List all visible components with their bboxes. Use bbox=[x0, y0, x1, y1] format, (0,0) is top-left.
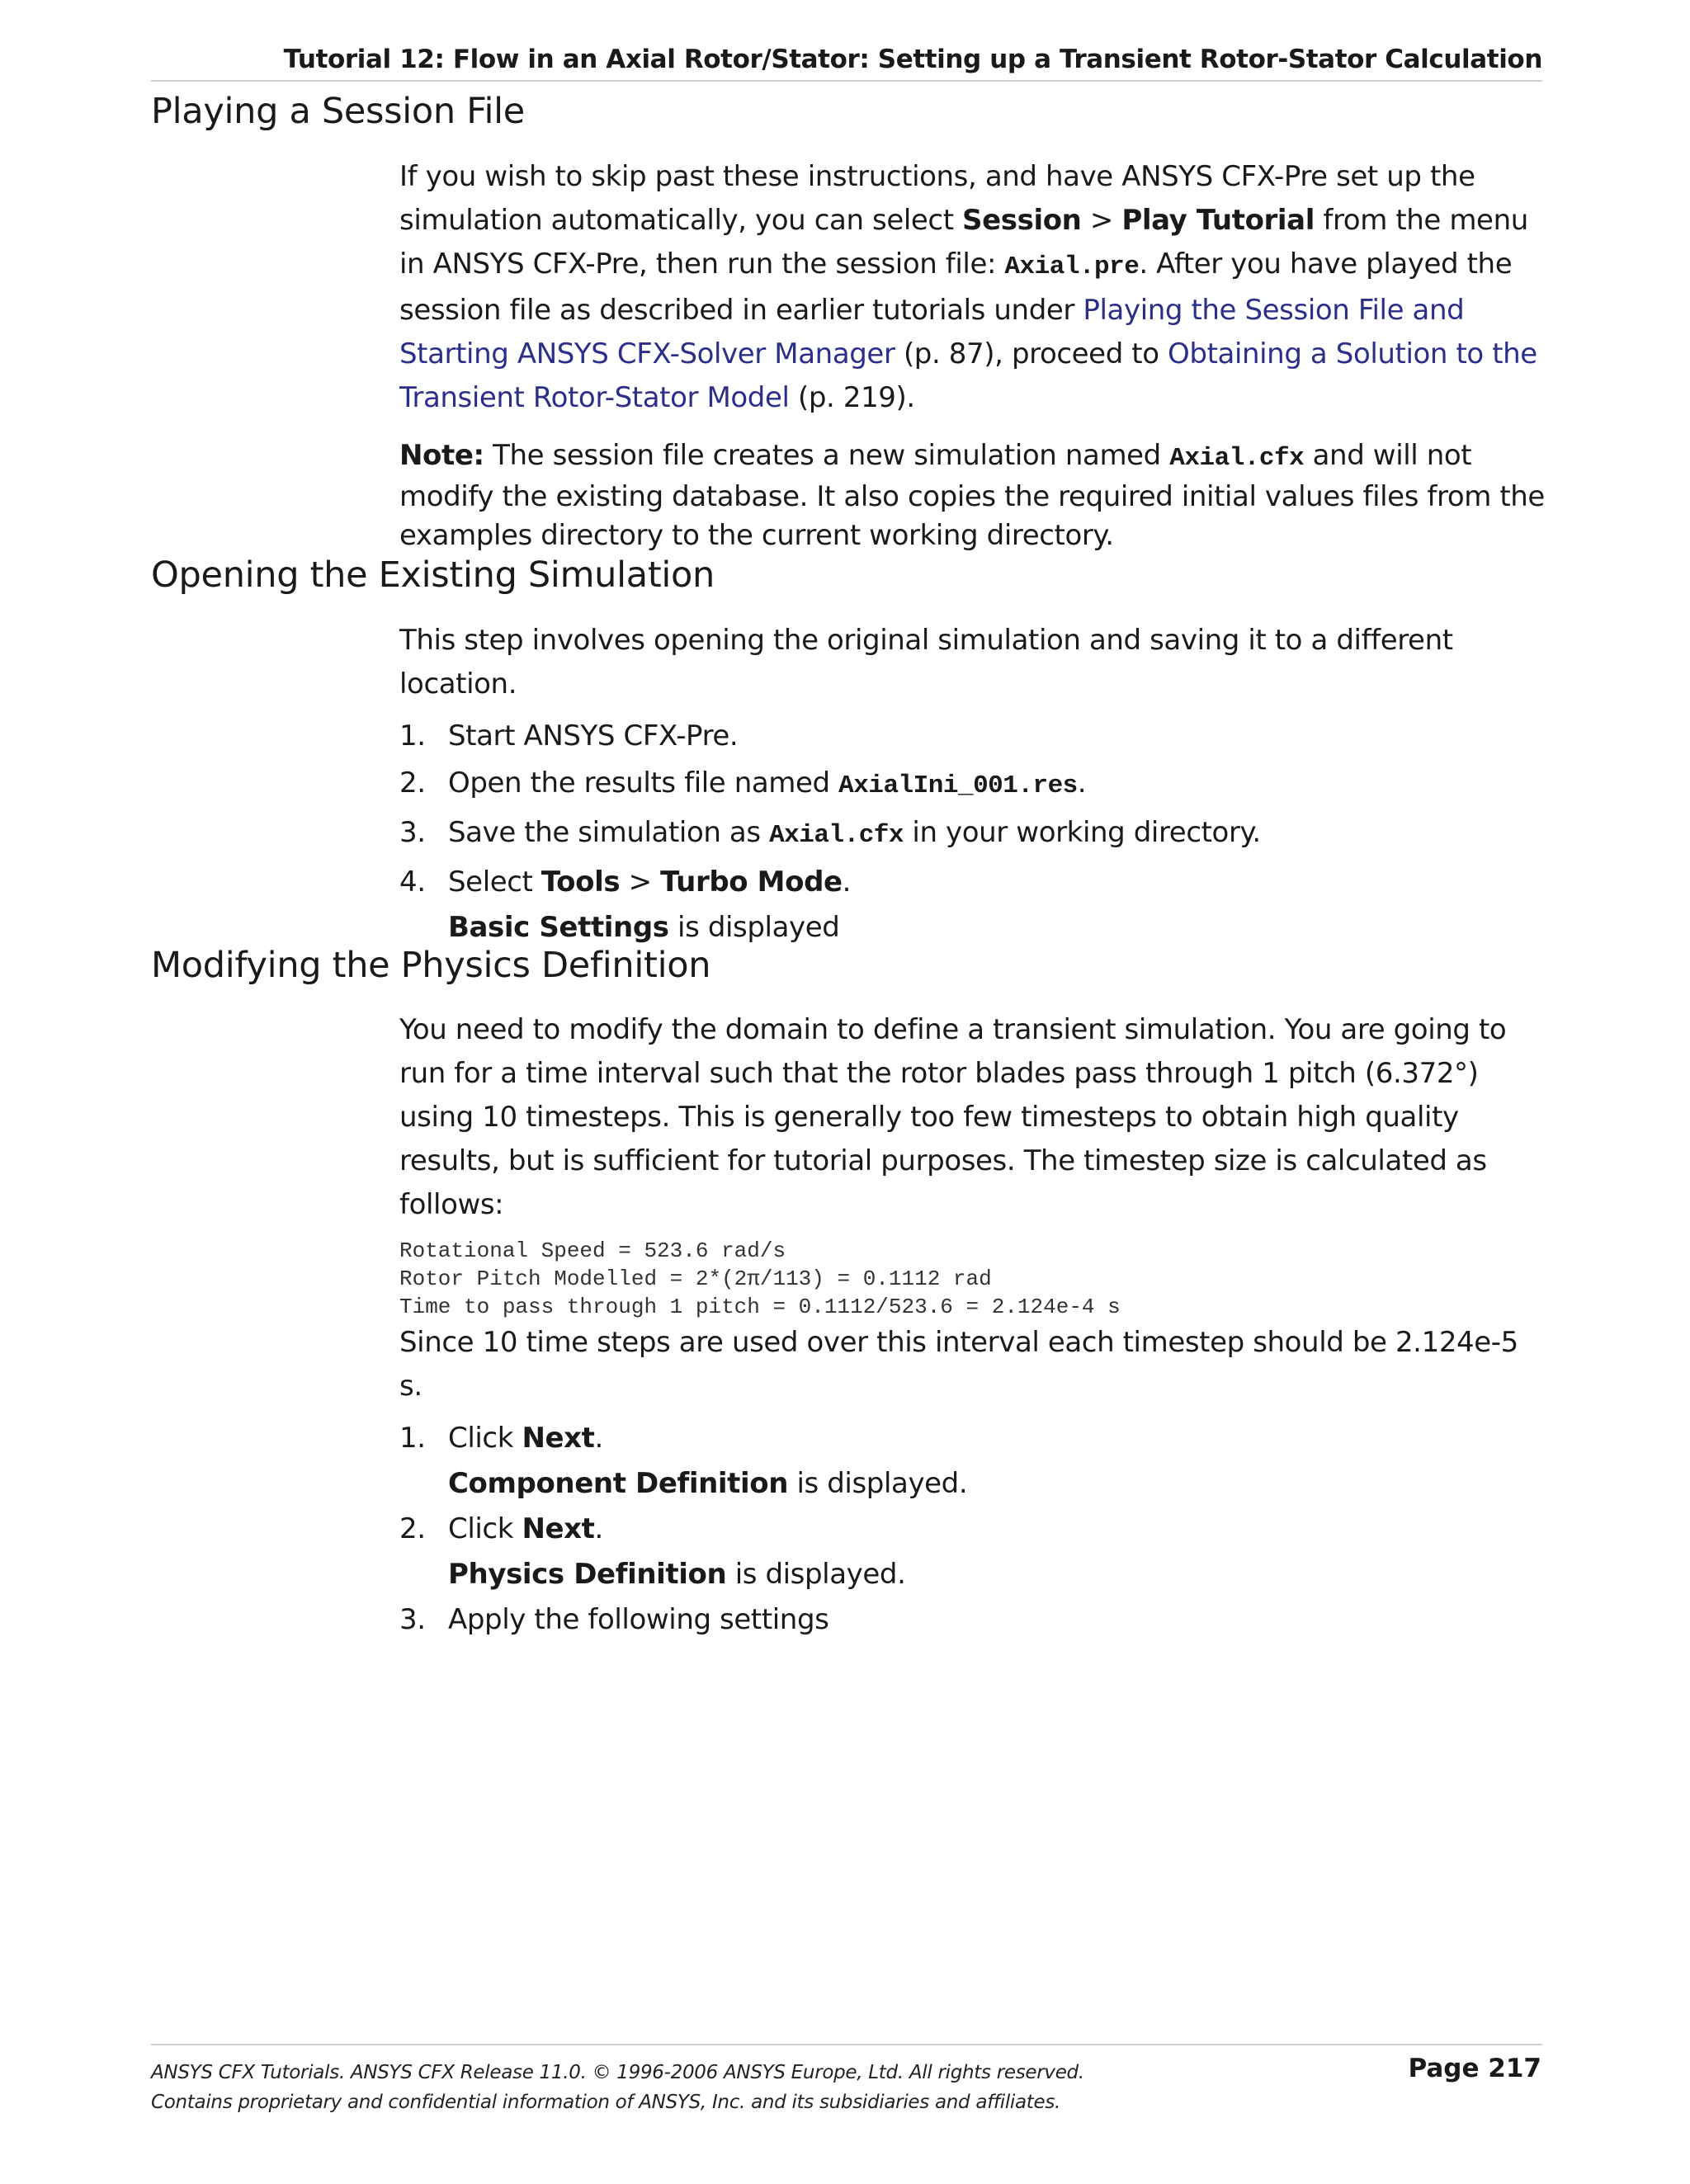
note-label: Note: bbox=[399, 439, 484, 472]
file-axial-cfx: Axial.cfx bbox=[1169, 444, 1305, 473]
list-item: 3. Save the simulation as Axial.cfx in your working directory. bbox=[399, 816, 1261, 850]
page-number: Page 217 bbox=[1408, 2054, 1541, 2083]
physics-steps bbox=[399, 1415, 1546, 1644]
calc-line: Rotor Pitch Modelled = 2*(2π/113) = 0.1112 rad bbox=[399, 1267, 992, 1291]
link-obtaining-solution[interactable]: Obtaining a Solution to the Transient Rotor-Stator Model bbox=[399, 337, 1537, 414]
physics-intro: You need to modify the domain to define a transient simulation. You are going to run for a time interval such that the rotor blades pass through 1 pitch (6.372°) using 10 timesteps. This is generally too few timesteps to obtain high quality results, but is sufficient for tutorial purposes. The timestep size is calculated as follows: bbox=[399, 1013, 1507, 1221]
opening-body bbox=[399, 619, 1546, 950]
running-header: Tutorial 12: Flow in an Axial Rotor/Stator: Setting up a Transient Rotor-Stator Calculation bbox=[151, 43, 1542, 82]
menu-play-tutorial: Play Tutorial bbox=[1121, 204, 1315, 237]
list-item: 4. Select Tools > Turbo Mode. bbox=[399, 866, 852, 899]
session-intro: If you wish to skip past these instructions, and have ANSYS CFX-Pre set up the simulation automatically, you can select Session > Play Tutorial from the menu in ANSYS CFX-Pre, then run the session file: Axial.pre. After you have played the session file as described in earlier tutorials under Playing the Session File and Starting ANSYS CFX-Solver Manager (p. 87), proceed to Obtaining a Solution to the Transient Rotor-Stator Model (p. 219). bbox=[399, 160, 1537, 414]
step-result: Physics Definition is displayed. bbox=[448, 1558, 906, 1591]
opening-steps bbox=[399, 713, 1546, 906]
menu-tools: Tools bbox=[541, 866, 621, 899]
footer-copyright: ANSYS CFX Tutorials. ANSYS CFX Release 11.0. © 1996-2006 ANSYS Europe, Ltd. All rights reserved. Contains proprietary and confidential information of ANSYS, Inc. and its subsidiaries and affiliates. bbox=[151, 2062, 1084, 2113]
link-playing-session-file[interactable]: Playing the Session File and Starting ANSYS CFX-Solver Manager bbox=[399, 294, 1465, 370]
next-label: Next bbox=[522, 1422, 595, 1455]
section-heading-opening: Opening the Existing Simulation bbox=[151, 554, 715, 596]
section-heading-physics: Modifying the Physics Definition bbox=[151, 945, 711, 986]
next-label: Next bbox=[522, 1512, 595, 1545]
file-axial-pre: Axial.pre bbox=[1004, 252, 1140, 281]
step-result: Basic Settings is displayed bbox=[448, 911, 840, 944]
physics-conclusion: Since 10 time steps are used over this interval each timestep should be 2.124e-5 s. bbox=[399, 1326, 1518, 1403]
session-body bbox=[399, 155, 1546, 555]
physics-body bbox=[399, 1008, 1546, 1644]
list-item: 1. Start ANSYS CFX-Pre. bbox=[399, 719, 739, 752]
menu-turbo-mode: Turbo Mode bbox=[660, 866, 843, 899]
session-note: Note: The session file creates a new simulation named Axial.cfx and will not modify the existing database. It also copies the required initial values files from the examples directory to the current working directory. bbox=[399, 439, 1545, 552]
file-axialini-res: AxialIni_001.res bbox=[838, 771, 1078, 800]
list-item: 3. Apply the following settings bbox=[399, 1603, 829, 1636]
calc-line: Rotational Speed = 523.6 rad/s bbox=[399, 1238, 786, 1263]
list-item: 2. Click Next. Physics Definition is displayed. bbox=[399, 1506, 1546, 1597]
list-item: 1. Click Next. Component Definition is displayed. bbox=[399, 1415, 1546, 1506]
file-axial-cfx: Axial.cfx bbox=[769, 821, 904, 850]
opening-intro: This step involves opening the original simulation and saving it to a different location. bbox=[399, 624, 1453, 700]
list-item: 2. Open the results file named AxialIni_001.res. bbox=[399, 767, 1087, 800]
footer-divider bbox=[151, 2044, 1542, 2045]
section-heading-session: Playing a Session File bbox=[151, 91, 525, 132]
calculation-block bbox=[399, 1237, 1546, 1321]
step-result: Component Definition is displayed. bbox=[448, 1467, 968, 1500]
menu-session: Session bbox=[962, 204, 1082, 237]
calc-line: Time to pass through 1 pitch = 0.1112/523.6 = 2.124e-4 s bbox=[399, 1295, 1121, 1319]
